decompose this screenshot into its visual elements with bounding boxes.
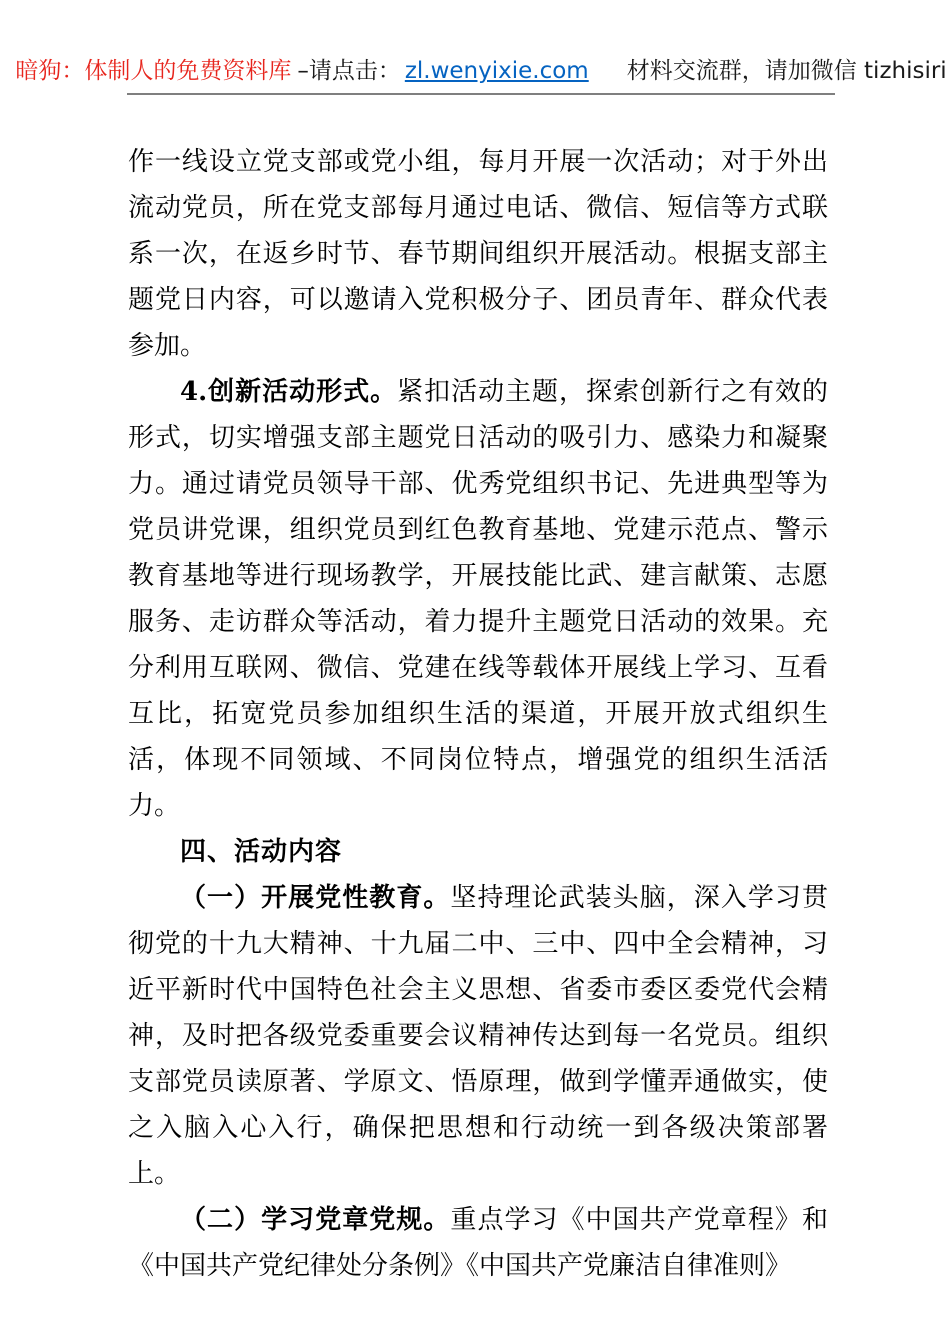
paragraph-sub-1 xyxy=(128,875,828,1197)
paragraph-item-4 xyxy=(128,369,828,829)
paragraph-sub-2 xyxy=(128,1197,828,1289)
site-name: 暗狗：体制人的免费资料库 xyxy=(15,58,292,84)
paragraph-lead: （一）开展党性教育。 xyxy=(180,883,451,913)
paragraph-lead: 4.创新活动形式。 xyxy=(180,377,398,407)
paragraph-text: 坚持理论武装头脑，深入学习贯彻党的十九大精神、十九届二中、三中、四中全会精神，习近平新时代中国特色社会主义思想、省委市委区委党代会精神，及时把各级党委重要会议精神传达到每一名党员。组织支部党员读原著、学原文、悟原理，做到学懂弄通做实，使之入脑入心入行，确保把思想和行动统一到各级决策部署上。 xyxy=(128,883,828,1189)
paragraph-text: 重点学习《中国共产党章程》和《中国共产党纪律处分条例》《中国共产党廉洁自律准则》 xyxy=(128,1205,828,1281)
section-heading xyxy=(128,829,828,875)
paragraph-continued xyxy=(128,139,828,369)
document-body xyxy=(128,139,828,1289)
resource-link[interactable]: zl.wenyixie.com xyxy=(404,58,589,84)
paragraph-text: 紧扣活动主题，探索创新行之有效的形式，切实增强支部主题党日活动的吸引力、感染力和凝聚力。通过请党员领导干部、优秀党组织书记、先进典型等为党员讲党课，组织党员到红色教育基地、党建示范点、警示教育基地等进行现场教学，开展技能比武、建言献策、志愿服务、走访群众等活动，着力提升主题党日活动的效果。充分利用互联网、微信、党建在线等载体开展线上学习、互看互比，拓宽党员参加组织生活的渠道，开展开放式组织生活，体现不同领域、不同岗位特点，增强党的组织生活活力。 xyxy=(128,377,828,821)
paragraph-text: 作一线设立党支部或党小组，每月开展一次活动；对于外出流动党员，所在党支部每月通过电话、微信、短信等方式联系一次，在返乡时节、春节期间组织开展活动。根据支部主题党日内容，可以邀请入党积极分子、团员青年、群众代表参加。 xyxy=(128,147,828,361)
paragraph-lead: （二）学习党章党规。 xyxy=(180,1205,451,1235)
page-header xyxy=(15,56,947,95)
click-prompt: –请点击： xyxy=(297,58,401,84)
contact-info: 材料交流群，请加微信 tizhisiri xyxy=(626,58,947,84)
section-heading-label: 四、活动内容 xyxy=(180,837,343,867)
